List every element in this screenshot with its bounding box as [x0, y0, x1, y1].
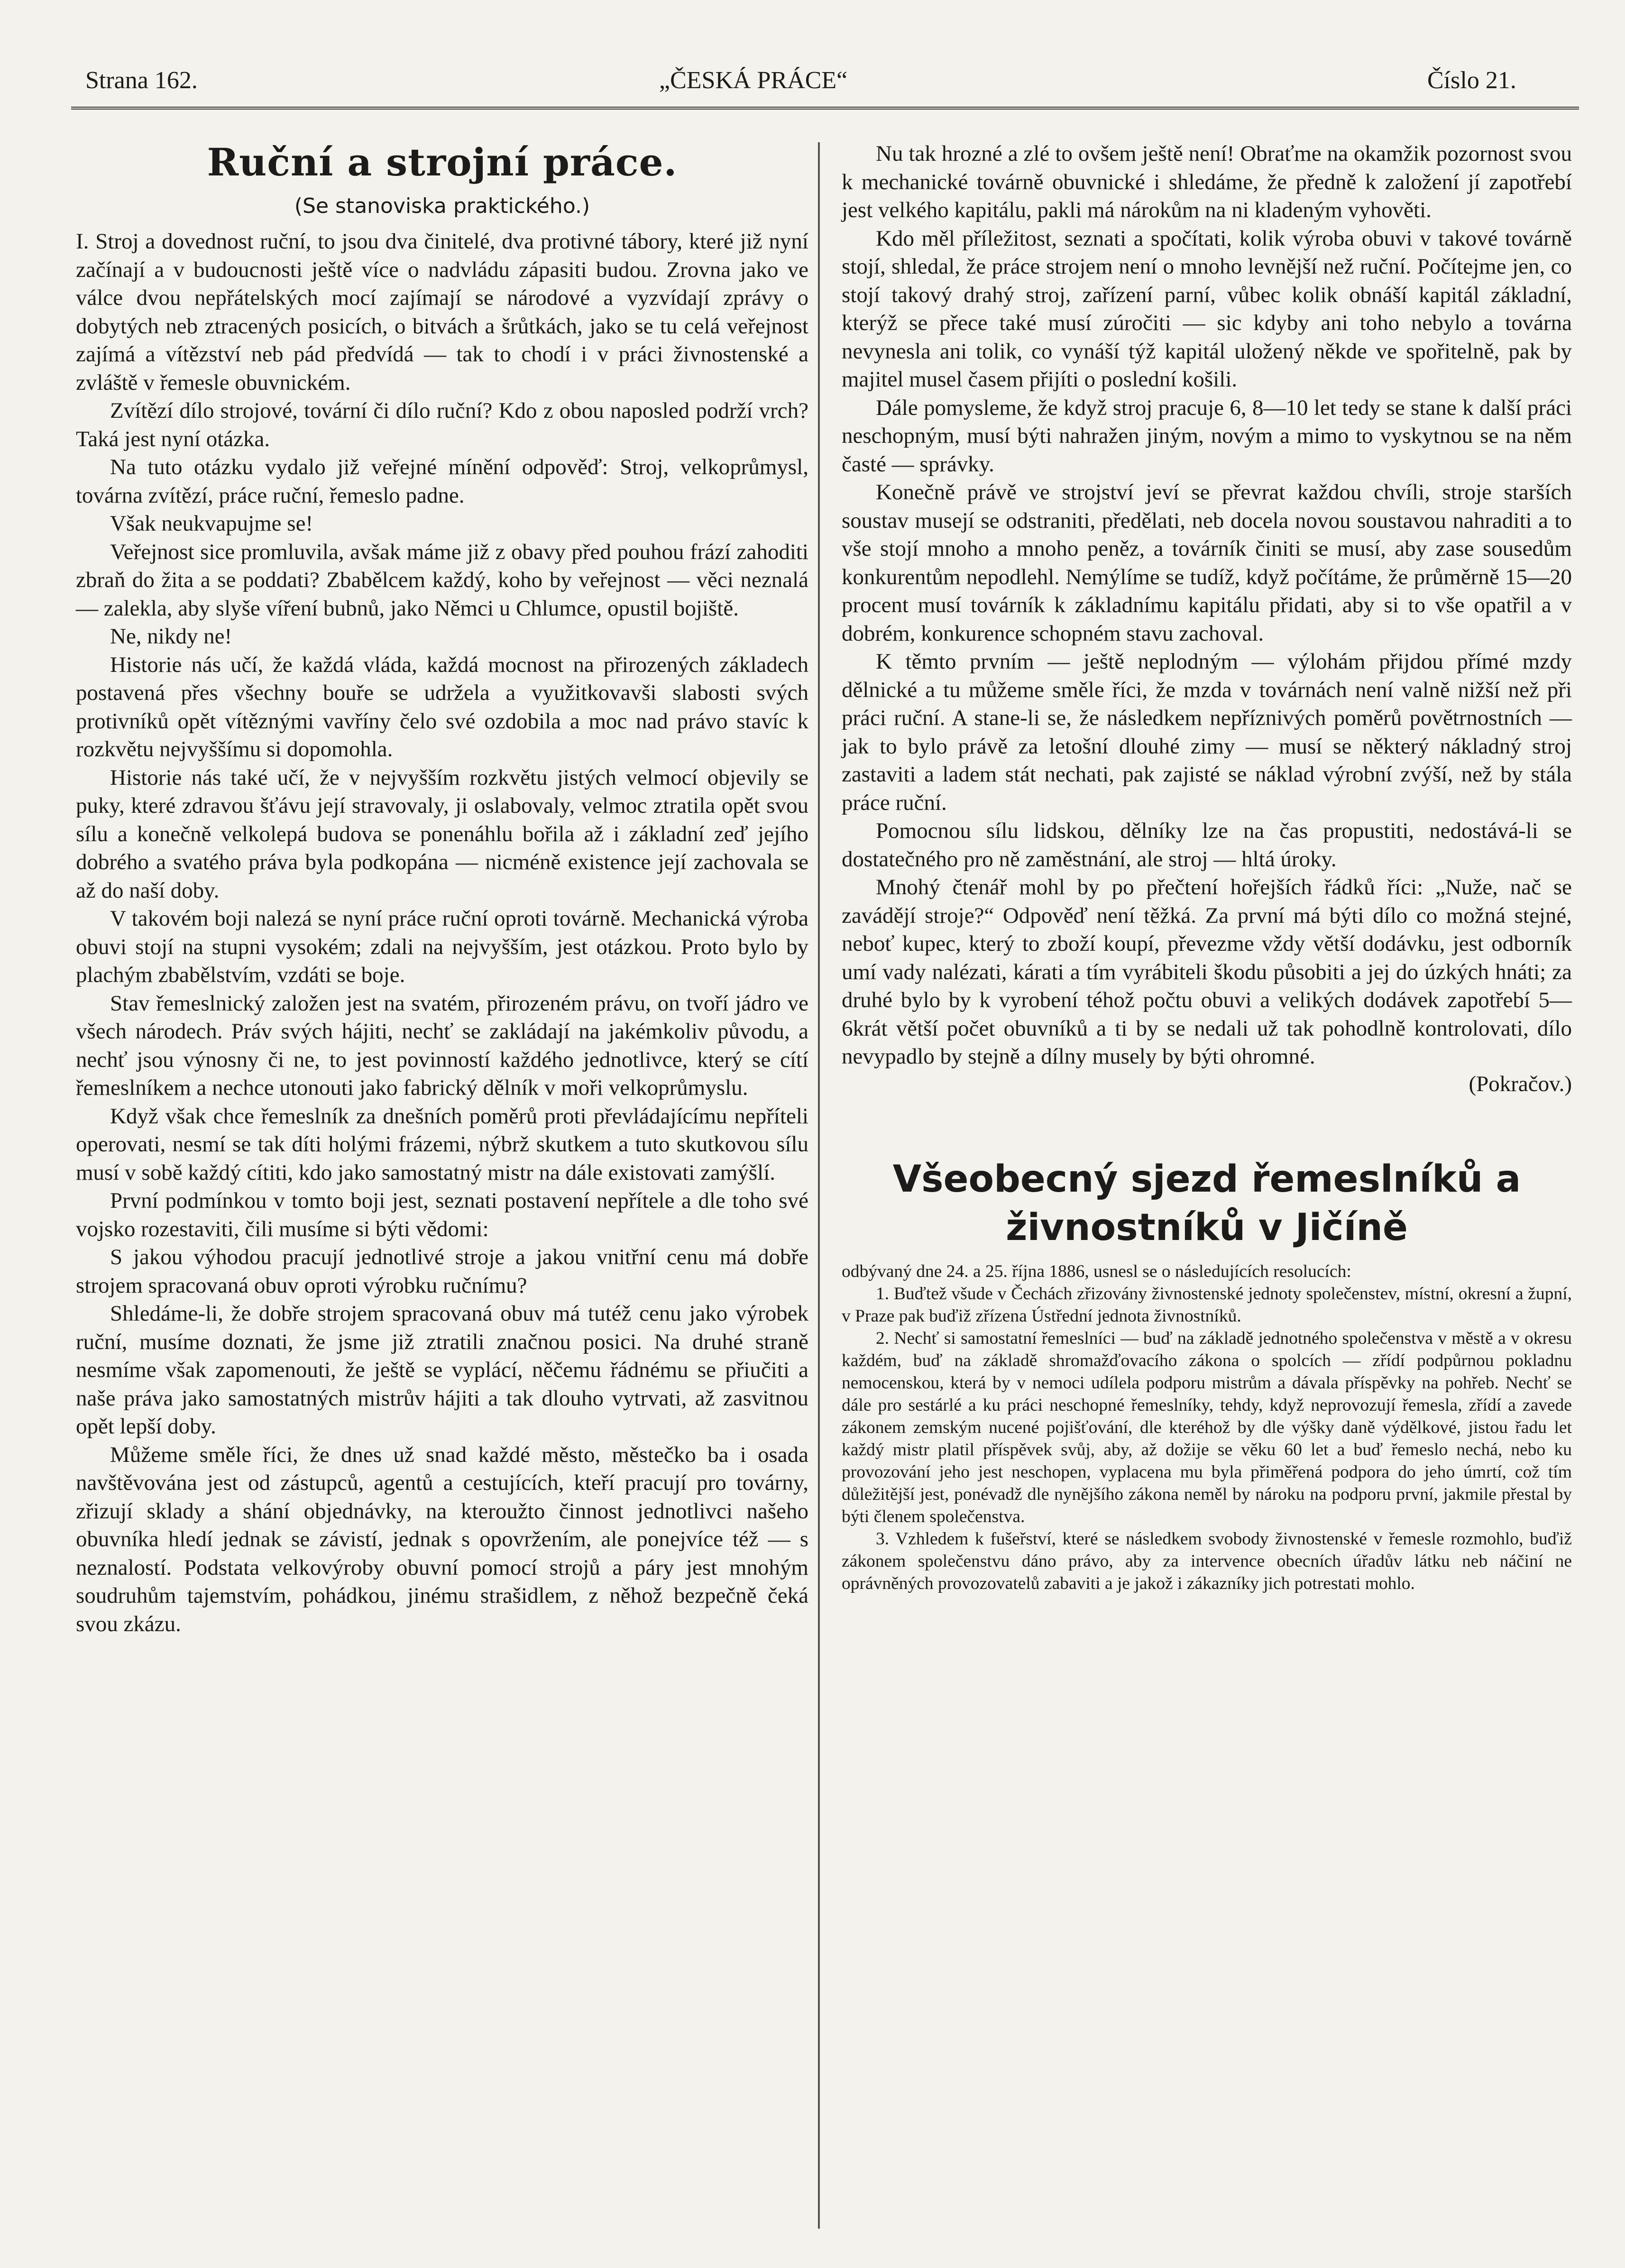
- article-paragraph: Kdo měl příležitost, seznati a spočítati, kolik výroba obuvi v takové továrně stojí, shledal, že práce strojem není o mnoho levnější než ruční. Počítejme jen, co stojí takový drahý stroj, zařízení parní, vůbec kolik obnáší kapitál základní, kterýž se přece také musí zúročiti — sic kdyby ani toho nebylo a továrna nevynesla ani tolik, co vynáší týž kapitál uložený někde ve spořitelně, pak by majitel musel časem přijíti o poslední košili.: [842, 226, 1572, 392]
- article-paragraph: Historie nás také učí, že v nejvyšším rozkvětu jistých velmocí objevily se puky, které zdravou šťávu její stravovaly, ji oslabovaly, velmoc ztratila opět svou sílu a konečně velkolepá budova se ponenáhlu bořila až i základní zeď jejího dobrého a svatého práva byla podkopána — nicméně existence její zachovala se až do naší doby.: [76, 765, 808, 903]
- article-paragraph: K těmto prvním — ještě neplodným — výlohám přijdou přímé mzdy dělnické a tu můžeme směle říci, že mzda v továrnách není valně nižší než při práci ruční. A stane-li se, že následkem nepříznivých poměrů povětrnostních — jak to bylo právě za letošní dlouhé zimy — musí se některý nákladný stroj zastaviti a ladem stát nechati, pak zajisté se náklad výrobní zvýší, než by stála práce ruční.: [842, 649, 1572, 815]
- page-number: Strana 162.: [85, 67, 198, 94]
- article-paragraph: Když však chce řemeslník za dnešních poměrů proti převládajícímu nepříteli operovati, nesmí se tak díti holými frázemi, nýbrž skutkem a tuto skutkovou sílu musí v sobě každý cítiti, kdo jako samostatný mistr na dále existovati zamýšlí.: [76, 1103, 808, 1185]
- article-paragraph: Na tuto otázku vydalo již veřejné mínění odpověď: Stroj, velkoprůmysl, továrna zvítězí, práce ruční, řemeslo padne.: [76, 455, 808, 508]
- masthead-title: „ČESKÁ PRÁCE“: [659, 67, 848, 94]
- article-paragraph: Historie nás učí, že každá vláda, každá mocnost na přirozených základech postavená přes všechny bouře se udržela a využitkovavši slabosti svých protivníků opět vítěznými vavříny čelo své ozdobila a moc nad právo stavíc k rozkvětu nejvyššímu si dopomohla.: [76, 652, 808, 762]
- column-divider: [818, 142, 820, 2229]
- continuation-note: (Pokračov.): [1469, 1071, 1572, 1096]
- issue-number: Číslo 21.: [1427, 67, 1516, 94]
- article-paragraph: Pomocnou sílu lidskou, dělníky lze na čas propustiti, nedostává-li se dostatečného pro ně zaměstnání, ale stroj — hltá úroky.: [842, 818, 1572, 872]
- article-paragraph: V takovém boji nalezá se nyní práce ruční oproti továrně. Mechanická výroba obuvi stojí na stupni vysokém; zdali na nejvyšším, jest otázkou. Proto bylo by plachým zbabělstvím, vzdáti se boje.: [76, 906, 808, 987]
- left-column: [76, 140, 808, 1638]
- right-column: [842, 140, 1572, 1595]
- article-paragraph: Ne, nikdy ne!: [110, 624, 232, 649]
- article-paragraph: Zvítězí dílo strojové, tovární či dílo ruční? Kdo z obou naposled podrží vrch? Taká jest nyní otázka.: [76, 398, 808, 451]
- second-article-title: Všeobecný sjezd řemeslníků a živnostníků v Jičíně: [892, 1158, 1521, 1249]
- article-paragraph: Konečně právě ve strojství jeví se převrat každou chvíli, stroje starších soustav musejí se odstraniti, předělati, neb docela novou soustavou nahraditi a to vše stojí mnoho a mnoho peněz, a továrník činiti se musí, aby zase sousedům konkurentům nepodlehl. Nemýlíme se tudíž, když počítáme, že průměrně 15—20 procent musí továrník k základnímu kapitálu přidati, aby si to vše opatřil a v dobrém, konkurence schopném stavu zachoval.: [842, 480, 1572, 646]
- article-paragraph: Můžeme směle říci, že dnes už snad každé město, městečko ba i osada navštěvována jest od zástupců, agentů a cestujících, kteří pracují pro továrny, zřizují sklady a shání objednávky, na kteroužto činnost jednotlivci našeho obuvníka hledí jednak se závistí, jednak s opovržením, ale ponejvíce též — s neznalostí. Podstata velkovýroby obuvní pomocí strojů a páry jest mnohým soudruhům tajemstvím, pohádkou, jinému strašidlem, z něhož bezpečně čeká svou zkázu.: [76, 1442, 808, 1636]
- article-paragraph: S jakou výhodou pracují jednotlivé stroje a jakou vnitřní cenu má dobře strojem spracovaná obuv oproti výrobku ručnímu?: [76, 1245, 808, 1298]
- article-paragraph: Však neukvapujme se!: [110, 511, 313, 536]
- article-paragraph: I. Stroj a dovednost ruční, to jsou dva činitelé, dva protivné tábory, které již nyní začínají a v budoucnosti ještě více o nadvládu zápasiti budou. Zrovna jako ve válce dvou nepřátelských mocí zajímají se národové a vyzvídají zprávy o dobytých neb ztracených posicích, o bitvách a šrůtkách, jako se tu celá veřejnost zajímá a vítězství neb pád předvídá — tak to chodí i v práci živnostenské a zvláště v řemesle obuvnickém.: [76, 229, 808, 395]
- article-title: Ruční a strojní práce.: [207, 140, 678, 184]
- header-rule: [71, 107, 1579, 110]
- resolution-item: 1. Buďtež všude v Čechách zřizovány živnostenské jednoty společenstev, místní, okresní a župní, v Praze pak buďiž zřízena Ústřední jednota živnostníků.: [842, 1284, 1572, 1326]
- article-paragraph: Veřejnost sice promluvila, avšak máme již z obavy před pouhou frází zahoditi zbraň do žita a se poddati? Zbabělcem každý, koho by veřejnost — věci neznalá — zalekla, aby slyše víření bubnů, jako Němci u Chlumce, opustil bojiště.: [76, 539, 808, 621]
- resolution-item: 3. Vzhledem k fušeřství, které se následkem svobody živnostenské v řemesle rozmohlo, buďiž zákonem společenstvu dáno právo, aby za intervence obecních úřadův látku neb náčiní ne oprávněných provozovatelů zabaviti a je jakož i zákazníky jich potrestati mohlo.: [842, 1529, 1572, 1593]
- article-paragraph: Stav řemeslnický založen jest na svatém, přirozeném právu, on tvoří jádro ve všech národech. Práv svých hájiti, nechť se zakládají na jakémkoliv původu, a nechť jsou výnosny či ne, to jest povinností každého jednotlivce, který se cítí řemeslníkem a nechce utonouti jako fabrický dělník v moři velkoprůmyslu.: [76, 991, 808, 1100]
- article-paragraph: Mnohý čtenář mohl by po přečtení hořejších řádků říci: „Nuže, nač se zavádějí stroje?“ Odpověď není těžká. Za první má býti dílo co možná stejné, neboť kupec, který to zboží koupí, převezme vždy větší dodávku, jest odborník umí vady nalézati, kárati a tím vyrábiteli škodu působiti a jej do úzkých hnáti; za druhé bylo by k vyrobení téhož počtu obuvi a velikých dodávek zapotřebí 5—6krát větší počet obuvníků a ti by se nedali už tak pohodlně kontrolovati, dílo nevypadlo by stejně a dílny musely by býti ohromné.: [842, 875, 1572, 1069]
- resolution-item: 2. Nechť si samostatní řemeslníci — buď na základě jednotného společenstva v městě a v okresu každém, buď na základě shromažďovacího zákona o spolcích — zřídí podpůrnou pokladnu nemocenskou, která by v nemoci udílela podporu mistrům a dávala příspěvky na pohřeb. Nechť se dále pro sestárlé a ku práci neschopné řemeslníky, tehdy, když neprovozují řemesla, zřídí a zavede zákonem zemským nucené pojišťování, dle kteréhož by dle výšky daně výdělkové, jistou řadu let každý mistr platil příspěvek svůj, aby, až dožije se věku 60 let a buď řemeslo nechá, nebo ku provozování jeho jest neschopen, vyplacena mu byla přiměřená podpora do jeho úmrtí, což tím důležitější jest, ponévadž dle nynějšího zákona neměl by nároku na podporu první, jakmile přestal by býti členem společenstva.: [842, 1329, 1572, 1526]
- resolution-intro: odbývaný dne 24. a 25. října 1886, usnesl se o následujících resolucích:: [842, 1262, 1351, 1281]
- article-paragraph: Dále pomysleme, že když stroj pracuje 6, 8—10 let tedy se stane k další práci neschopným, musí býti nahražen jiným, novým a mimo to vyskytnou se na něm časté — správky.: [842, 395, 1572, 477]
- article-paragraph: Nu tak hrozné a zlé to ovšem ještě není! Obraťme na okamžik pozornost svou k mechanické továrně obuvnické i shledáme, že předně k založení jí zapotřebí jest velkého kapitálu, pakli má nárokům na ni kladeným vyhověti.: [842, 141, 1572, 222]
- article-paragraph: První podmínkou v tomto boji jest, seznati postavení nepřítele a dle toho své vojsko rozestaviti, čili musíme si býti vědomi:: [76, 1188, 808, 1241]
- article-subtitle: (Se stanoviska praktického.): [294, 194, 590, 218]
- article-paragraph: Shledáme-li, že dobře strojem spracovaná obuv má tutéž cenu jako výrobek ruční, musíme doznati, že jsme již ztratili značnou posici. Na druhé straně nesmíme však zapomenouti, že ještě se vyplácí, něčemu řádnému se přiučiti a naše práva jako samostatných mistrův hájiti a tak dlouho vytrvati, až zasvitnou opět lepší doby.: [76, 1301, 808, 1439]
